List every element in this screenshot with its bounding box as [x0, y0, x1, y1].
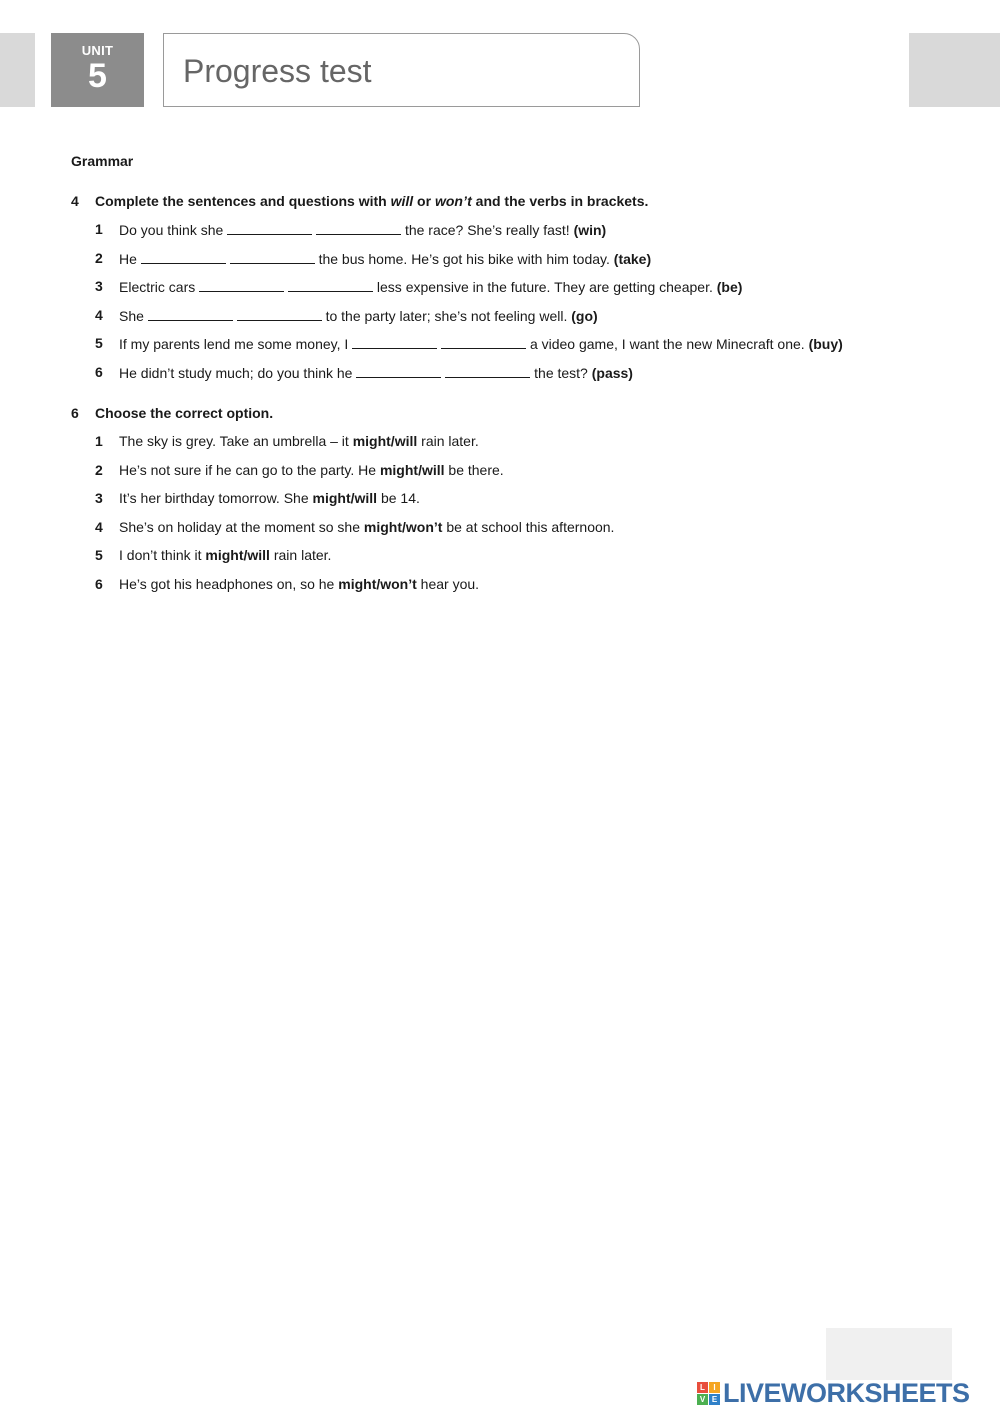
option-choice[interactable]: might/will [205, 547, 270, 564]
corner-patch [826, 1328, 952, 1380]
item-number: 6 [95, 575, 103, 592]
item-number: 2 [95, 461, 103, 478]
exercise-header [71, 405, 951, 425]
verb-hint: (go) [571, 307, 598, 324]
sentence-end: the race? She’s really fast! [401, 222, 574, 238]
option-choice[interactable]: might/will [352, 433, 418, 449]
item-text [119, 307, 598, 324]
answer-blank[interactable] [352, 335, 437, 349]
item-text [119, 250, 651, 267]
answer-blank[interactable] [199, 278, 284, 292]
item-text [119, 433, 479, 449]
exercise-number: 6 [71, 405, 79, 421]
verb-hint: (buy) [808, 336, 843, 353]
sentence-start: Do you think she [119, 222, 228, 238]
option-choice[interactable]: might/won’t [338, 575, 417, 592]
list-item [71, 307, 951, 336]
item-number: 6 [95, 363, 103, 380]
sentence-start: It’s her birthday tomorrow. She [119, 490, 313, 507]
list-item [71, 221, 951, 250]
logo-tile: V [697, 1394, 708, 1405]
instruction-wont: won’t [434, 193, 472, 209]
option-choice[interactable]: might/won’t [363, 518, 443, 535]
option-choice[interactable]: might/will [379, 461, 445, 478]
instruction-will: will [390, 193, 414, 209]
sentence-end: a video game, I want the new Minecraft one. [526, 336, 809, 353]
verb-hint: (win) [573, 222, 607, 238]
item-text [119, 490, 420, 506]
option-choice[interactable]: might/will [312, 490, 378, 507]
answer-blank[interactable] [141, 250, 226, 264]
sentence-start: He [119, 250, 141, 267]
answer-blank[interactable] [441, 335, 526, 349]
list-item [71, 433, 951, 462]
sentence-end: the bus home. He’s got his bike with him today. [314, 250, 614, 267]
sentence-end: be at school this afternoon. [442, 518, 615, 535]
sentence-end: the test? [530, 364, 592, 381]
item-number: 1 [95, 221, 103, 237]
sentence-end: less expensive in the future. They are getting cheaper. [373, 279, 717, 296]
sentence-start: She [119, 307, 148, 324]
unit-badge [51, 33, 144, 107]
answer-blank[interactable] [356, 364, 441, 378]
sentence-start: He’s got his headphones on, so he [119, 575, 339, 592]
item-text [119, 221, 606, 238]
item-number: 1 [95, 433, 103, 449]
watermark-text: LIVEWORKSHEETS [723, 1377, 970, 1408]
exercise-instruction: Choose the correct option. [95, 405, 274, 421]
list-item [71, 519, 951, 548]
list-item [71, 490, 951, 519]
exercise-number: 4 [71, 193, 79, 209]
item-text [119, 547, 331, 563]
sentence-start: The sky is grey. Take an umbrella – it [119, 433, 353, 449]
item-number: 2 [95, 249, 103, 266]
list-item [71, 250, 951, 279]
sentence-end: to the party later; she’s not feeling well. [321, 307, 572, 324]
item-text [119, 335, 843, 352]
logo-tile: I [709, 1382, 720, 1393]
answer-blank[interactable] [288, 278, 373, 292]
item-number: 3 [95, 490, 103, 507]
verb-hint: (be) [716, 279, 743, 296]
item-text [119, 462, 504, 478]
item-number: 5 [95, 547, 103, 564]
sentence-start: If my parents lend me some money, I [119, 336, 353, 353]
sentence-end: be 14. [377, 490, 420, 507]
sentence-end: be there. [444, 461, 504, 478]
exercise-header [71, 193, 951, 213]
logo-tile: E [709, 1394, 720, 1405]
sentence-end: hear you. [416, 575, 480, 592]
item-text [119, 364, 633, 381]
instruction-or: or [413, 193, 435, 209]
instruction-text-end: and the verbs in brackets. [471, 193, 649, 209]
answer-blank[interactable] [316, 221, 401, 235]
list-item [71, 364, 951, 393]
page-title: Progress test [183, 53, 372, 89]
unit-number: 5 [88, 57, 107, 95]
item-number: 4 [95, 306, 103, 323]
exercise-instruction [95, 193, 648, 209]
sentence-start: I don’t think it [119, 547, 206, 564]
right-edge-tab [909, 33, 1000, 107]
list-item [71, 576, 951, 605]
answer-blank[interactable] [227, 221, 312, 235]
liveworksheets-logo-icon [697, 1382, 720, 1405]
sentence-start: She’s on holiday at the moment so she [119, 518, 364, 535]
answer-blank[interactable] [445, 364, 530, 378]
sentence-end: rain later. [417, 433, 479, 449]
item-number: 3 [95, 278, 103, 295]
answer-blank[interactable] [237, 307, 322, 321]
list-item [71, 547, 951, 576]
sentence-start: He didn’t study much; do you think he [119, 364, 357, 381]
item-text [119, 576, 479, 592]
sentence-start: He’s not sure if he can go to the party. He [119, 461, 380, 478]
answer-blank[interactable] [230, 250, 315, 264]
sentence-start: Electric cars [119, 279, 200, 296]
verb-hint: (take) [613, 250, 652, 267]
exercise-6-items [71, 433, 951, 605]
item-text [119, 278, 742, 295]
exercise-4 [71, 193, 951, 393]
left-edge-tab [0, 33, 35, 107]
list-item [71, 278, 951, 307]
liveworksheets-watermark [697, 1377, 970, 1409]
list-item [71, 462, 951, 491]
instruction-text: Complete the sentences and questions with [95, 193, 391, 209]
list-item [71, 335, 951, 364]
section-heading: Grammar [71, 153, 134, 169]
item-text [119, 519, 614, 535]
item-number: 5 [95, 335, 103, 352]
unit-label: UNIT [81, 43, 114, 58]
answer-blank[interactable] [148, 307, 233, 321]
exercise-4-items [71, 221, 951, 393]
logo-tile: L [697, 1382, 708, 1393]
exercise-6 [71, 405, 951, 605]
item-number: 4 [95, 518, 103, 535]
verb-hint: (pass) [591, 364, 633, 381]
sentence-end: rain later. [269, 547, 332, 564]
title-box [163, 33, 640, 107]
